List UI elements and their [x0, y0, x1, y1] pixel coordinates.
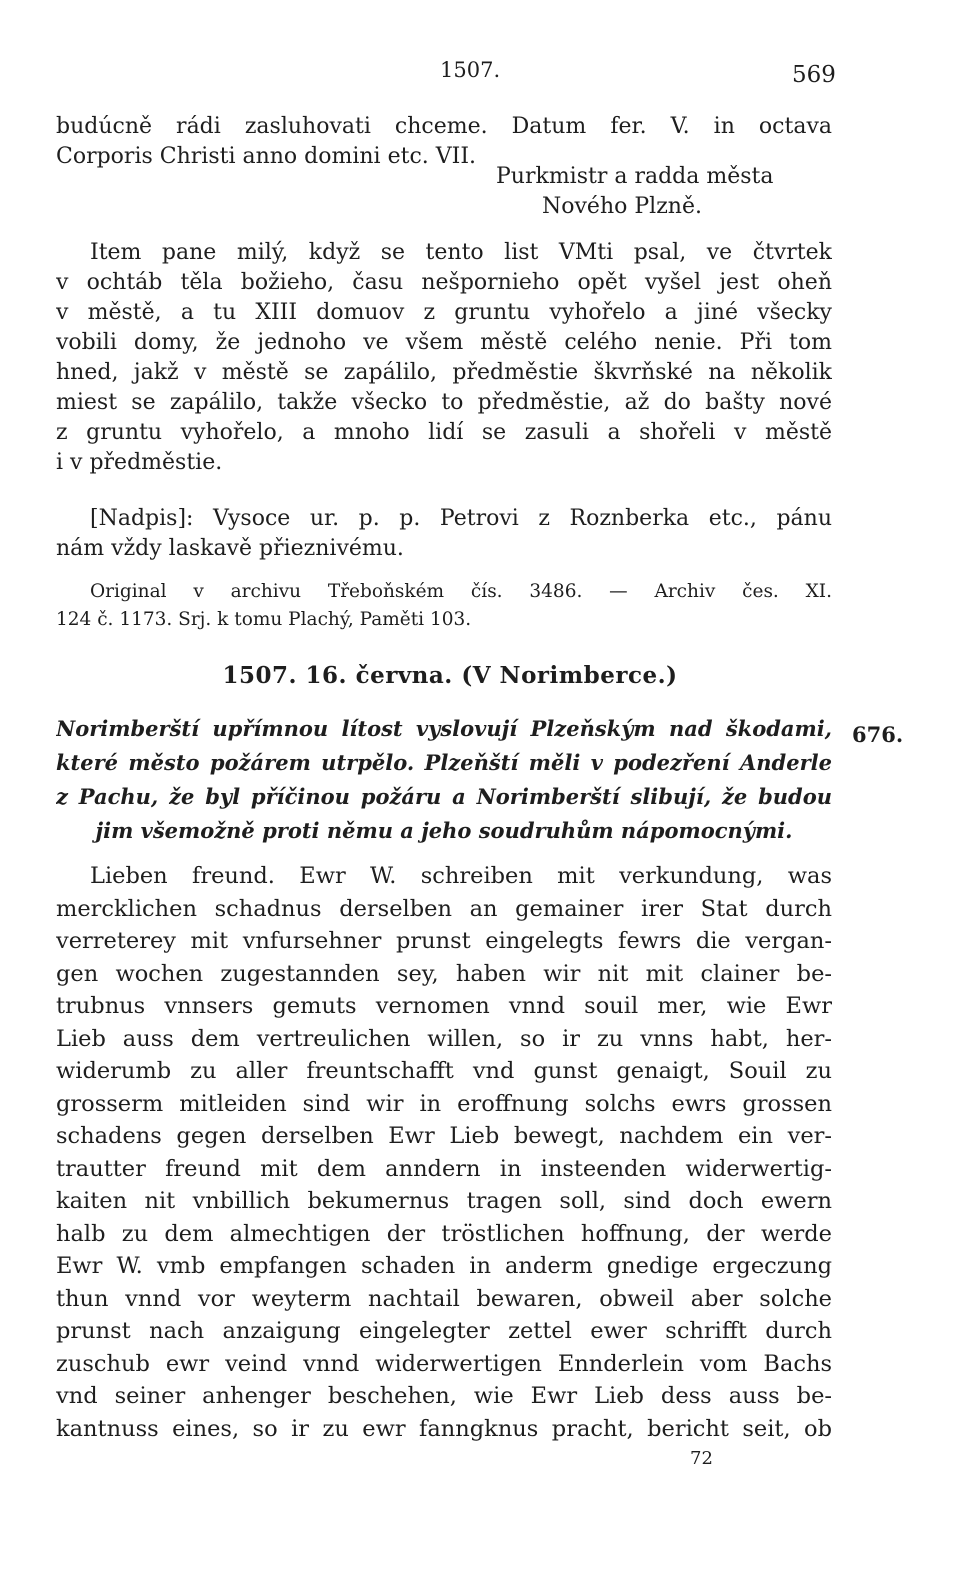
summary-line: z Pachu, že byl příčinou požáru a Norimberští slibují, že budou [56, 784, 832, 809]
text-line: Lieb auss dem vertreulichen willen, so ir zu vnns habt, her- [56, 1025, 832, 1052]
text-line: trubnus vnnsers gemuts vernomen vnnd souil mer, wie Ewr [56, 993, 832, 1019]
postscript-paragraph [56, 238, 832, 478]
text-line: nám vždy laskavě přieznivému. [56, 536, 404, 561]
text-line: halb zu dem almechtigen der tröstlichen hoffnung, der werde [56, 1220, 832, 1247]
text-line: hned, jakž v městě se zapálilo, předměstie škvrňské na několik [56, 360, 832, 385]
text-line: widerumb zu aller freuntschafft vnd gunst genaigt, Souil zu [56, 1058, 832, 1084]
source-note [56, 578, 832, 634]
text-line: Lieben freund. Ewr W. schreiben mit verkundung, was [90, 863, 832, 889]
text-line: prunst nach anzaigung eingelegter zettel ewer schrifft durch [56, 1318, 832, 1344]
summary-line: Norimberští upřímnou lítost vyslovují Plzeňským nad škodami, [56, 716, 832, 741]
entry-heading: 1507. 16. června. (V Norimberce.) [222, 662, 678, 689]
text-line: Ewr W. vmb empfangen schaden in anderm gnedige ergeczung [56, 1253, 832, 1279]
page-number: 569 [792, 62, 836, 88]
signature-block [496, 162, 774, 222]
text-line: Corporis Christi anno domini etc. VII. [56, 144, 477, 169]
text-line: mercklichen schadnus derselben an gemainer irer Stat durch [56, 895, 832, 922]
text-line: Item pane milý, když se tento list VMti psal, ve čtvrtek [90, 240, 832, 265]
text-line: vnd seiner anhenger beschehen, wie Ewr Lieb dess auss be- [56, 1383, 832, 1409]
text-line: trautter freund mit dem anndern in insteenden widerwertig- [56, 1155, 832, 1182]
entry-summary [56, 712, 832, 848]
signature-line: Purkmistr a radda města [496, 164, 774, 189]
text-line: budúcně rádi zasluhovati chceme. Datum fer. V. in octava [56, 114, 832, 139]
document-number: 676. [852, 722, 904, 747]
text-line: schadens gegen derselben Ewr Lieb bewegt, nachdem ein ver- [56, 1123, 832, 1149]
text-line: miest se zapálilo, takže všecko to předměstie, až do bašty nové [56, 390, 832, 415]
text-line: zuschub ewr veind vnnd widerwertigen Ennderlein vom Bachs [56, 1350, 832, 1377]
summary-line: jim všemožně proti němu a jeho soudruhům nápomocnými. [95, 818, 793, 843]
text-line: kaiten nit vnbillich bekumernus tragen soll, sind doch ewern [56, 1188, 832, 1214]
text-line: i v předměstie. [56, 450, 223, 475]
text-line: grosserm mitleiden sind wir in eroffnung solchs ewrs grossen [56, 1090, 832, 1117]
signature-mark: 72 [690, 1448, 713, 1469]
letter-body [56, 860, 832, 1445]
text-line: Original v archivu Třeboňském čís. 3486. — Archiv čes. XI. [90, 581, 832, 602]
text-line: gen wochen zugestannden sey, haben wir nit mit clainer be- [56, 960, 832, 987]
text-line: verreterey mit vnfursehner prunst eingelegts fewrs die vergan- [56, 928, 832, 954]
signature-line: Nového Plzně. [542, 194, 702, 219]
text-line: vobili domy, že jednoho ve všem městě celého nenie. Při tom [56, 330, 832, 355]
address-paragraph [56, 504, 832, 564]
summary-line: které město požárem utrpělo. Plzeňští měli v podezření Anderle [56, 750, 832, 775]
text-line: [Nadpis]: Vysoce ur. p. p. Petrovi z Roznberka etc., pánu [90, 506, 832, 531]
text-line: thun vnnd vor weyterm nachtail bewaren, obweil aber solche [56, 1285, 832, 1312]
text-line: 124 č. 1173. Srj. k tomu Plachý, Paměti 103. [56, 609, 472, 630]
text-line: z gruntu vyhořelo, a mnoho lidí se zasuli a shořeli v městě [56, 420, 832, 445]
text-line: v ochtáb těla božieho, času nešpornieho opět vyšel jest oheň [56, 270, 832, 295]
running-header-year: 1507. [440, 58, 501, 82]
text-line: kantnuss eines, so ir zu ewr fanngknus pracht, bericht seit, ob [56, 1415, 832, 1442]
text-line: v městě, a tu XIII domuov z gruntu vyhořelo a jiné všecky [56, 300, 832, 325]
